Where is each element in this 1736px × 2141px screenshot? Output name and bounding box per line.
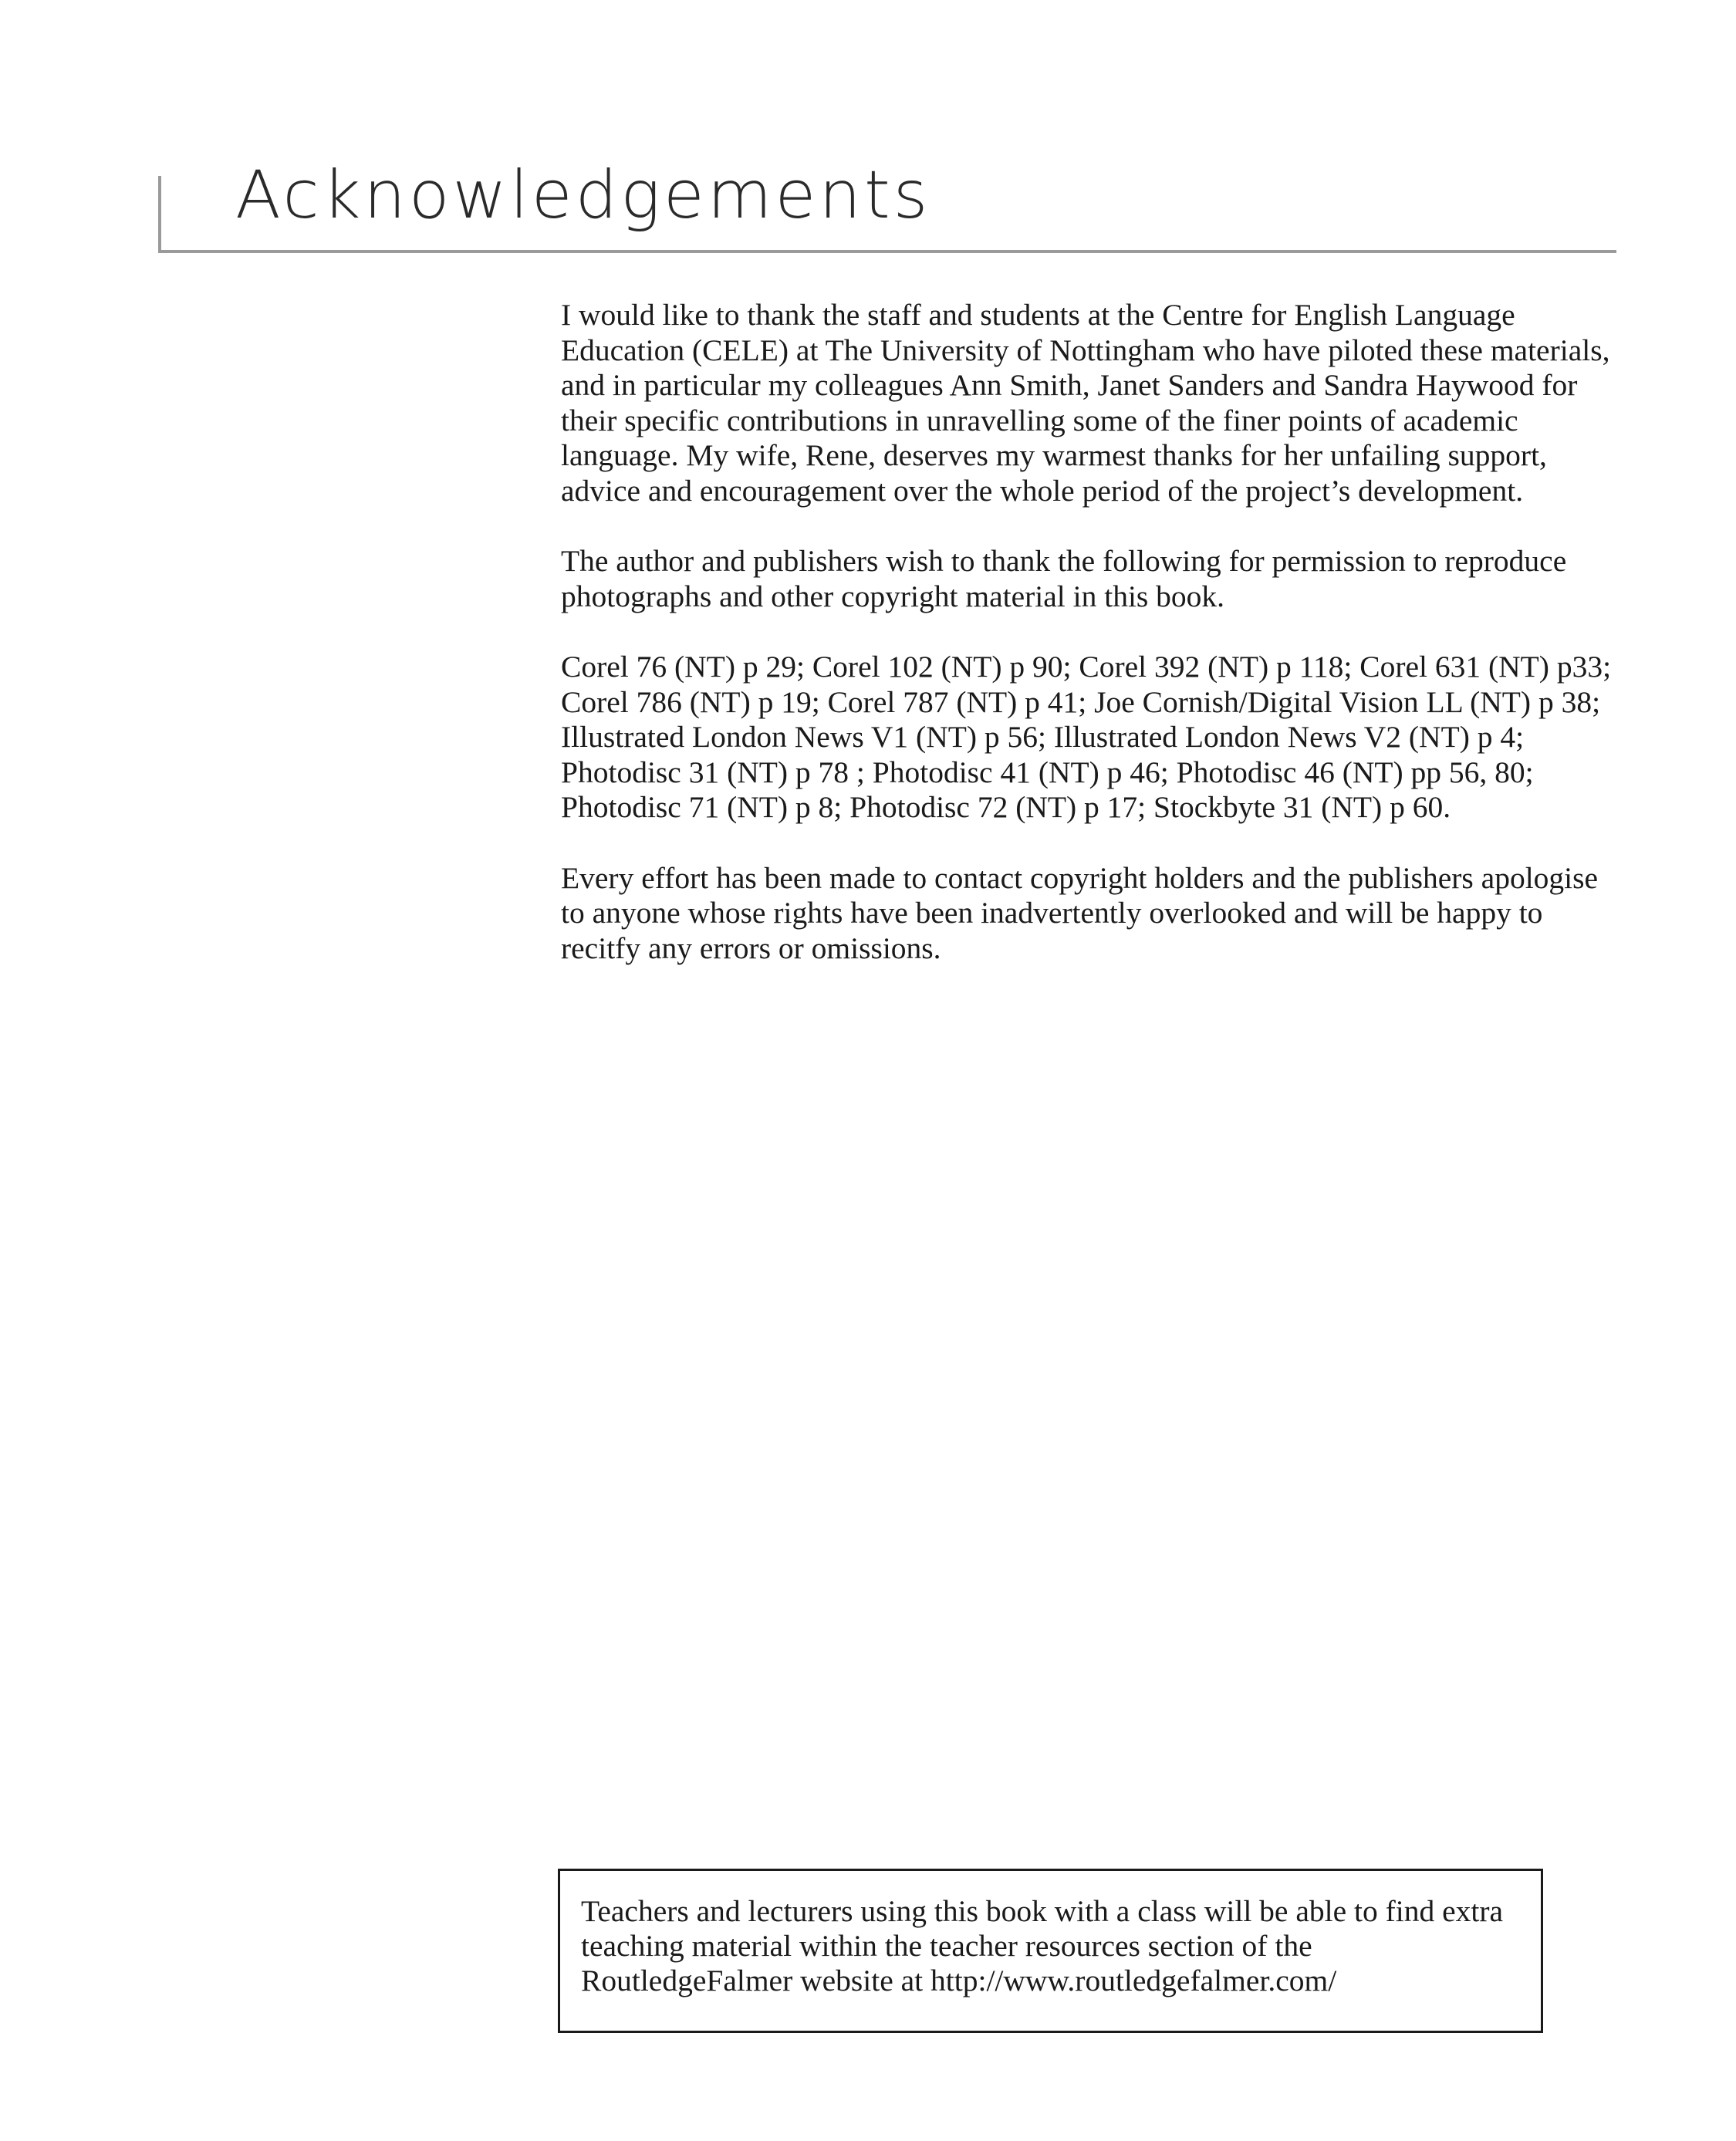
page-title: Acknowledgements [235,157,931,234]
teacher-resources-notice-box [558,1869,1543,2033]
title-rule-vertical [158,176,161,253]
title-rule-horizontal [158,250,1616,253]
paragraph-copyright-notice: Every effort has been made to contact copyright holders and the publishers apologise to anyone whose rights have been inadvertently overlooked and will be happy to recitfy any errors or omissions. [561,860,1599,965]
paragraph-permissions: The author and publishers wish to thank the following for permission to reproduce photographs and other copyright material in this book. [561,544,1567,613]
body-text-column [561,298,1618,1001]
teacher-resources-notice-text: Teachers and lecturers using this book with a class will be able to find extra teaching material within the teacher resources section of the RoutledgeFalmer website at http://www.routledgefalmer.com/ [581,1894,1504,1997]
paragraph-thanks: I would like to thank the staff and students at the Centre for English Language Education (CELE) at The University of Nottingham who have piloted these materials, and in particular my colleagues Ann Smith, Janet Sanders and Sandra Haywood for their specific contributions in unravelling some of the finer points of academic language. My wife, Rene, deserves my warmest thanks for her unfailing support, advice and encouragement over the whole period of the project’s development. [561,298,1610,508]
paragraph-photo-credits: Corel 76 (NT) p 29; Corel 102 (NT) p 90; Corel 392 (NT) p 118; Corel 631 (NT) p33; Corel 786 (NT) p 19; Corel 787 (NT) p 41; Joe Cornish/Digital Vision LL (NT) p 38; Illustrated London News V1 (NT) p 56; Illustrated London News V2 (NT) p 4; Photodisc 31 (NT) p 78 ; Photodisc 41 (NT) p 46; Photodisc 46 (NT) pp 56, 80; Photodisc 71 (NT) p 8; Photodisc 72 (NT) p 17; Stockbyte 31 (NT) p 60. [561,650,1612,824]
